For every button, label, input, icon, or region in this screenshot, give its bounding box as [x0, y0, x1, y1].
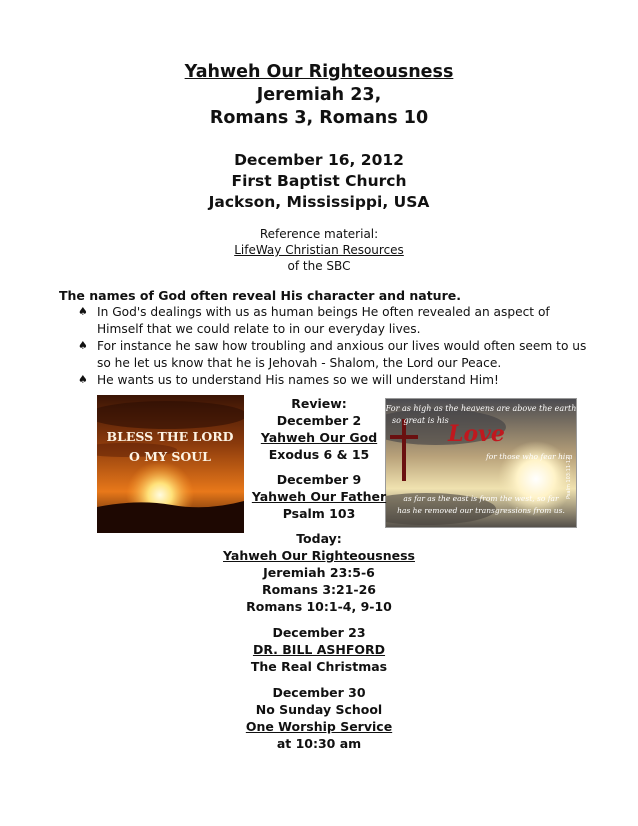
verse-top-1: For as high as the heavens are above the earth — [386, 404, 576, 413]
intro-bullet-list — [78, 304, 588, 390]
bullet-text: For instance he saw how troubling and anxious our lives would often seem to us — [97, 339, 587, 354]
review-reference: Psalm 103 — [282, 506, 356, 521]
review-date: December 9 — [276, 472, 362, 487]
bullet-icon: ♠ — [78, 373, 88, 387]
review-block — [0, 395, 638, 463]
upcoming-title: The Real Christmas — [250, 659, 388, 674]
title-line-2: Jeremiah 23, — [256, 85, 382, 105]
review-title[interactable]: Yahweh Our God — [260, 430, 378, 445]
review-block-2 — [0, 471, 638, 522]
meta-block — [0, 150, 638, 213]
verse-bottom-2: has he removed our transgressions from us. — [397, 506, 565, 515]
image-caption-1: BLESS THE LORD — [106, 429, 234, 444]
upcoming-note-1: No Sunday School — [255, 702, 383, 717]
today-label: Today: — [296, 531, 342, 546]
meta-location: Jackson, Mississippi, USA — [208, 193, 430, 211]
verse-bottom-1: as far as the east is from the west, so far — [403, 494, 559, 503]
upcoming-block-2 — [0, 684, 638, 752]
document-title — [0, 61, 638, 130]
intro-heading: The names of God often reveal His character and nature. — [59, 288, 461, 303]
list-item — [78, 304, 588, 337]
today-reference-2: Romans 3:21-26 — [261, 582, 377, 597]
upcoming-speaker[interactable]: DR. BILL ASHFORD — [252, 642, 386, 657]
upcoming-date: December 23 — [272, 625, 366, 640]
review-label: Review: — [291, 396, 347, 411]
meta-church: First Baptist Church — [231, 172, 407, 190]
reference-line-3: of the SBC — [287, 259, 351, 273]
bullet-icon: ♠ — [78, 339, 88, 353]
review-date: December 2 — [276, 413, 362, 428]
bullet-icon: ♠ — [78, 305, 88, 318]
today-reference-1: Jeremiah 23:5-6 — [263, 565, 375, 580]
bullet-text: Himself that we could relate to in our everyday lives. — [97, 321, 421, 336]
reference-line-1: Reference material: — [259, 227, 379, 241]
verse-reference: Psalm 103:11-12 — [566, 456, 572, 499]
reference-block — [0, 226, 638, 274]
title-line-1: Yahweh Our Righteousness — [184, 62, 454, 82]
upcoming-note-2[interactable]: One Worship Service — [245, 719, 393, 734]
love-word: Love — [448, 421, 505, 447]
title-line-3: Romans 3, Romans 10 — [209, 108, 429, 128]
upcoming-note-3: at 10:30 am — [276, 736, 362, 751]
review-title[interactable]: Yahweh Our Father — [251, 489, 387, 504]
meta-date: December 16, 2012 — [234, 151, 404, 169]
upcoming-block-1 — [0, 624, 638, 675]
list-item — [78, 372, 588, 389]
list-item — [78, 338, 588, 371]
upcoming-date: December 30 — [272, 685, 366, 700]
bullet-text: He wants us to understand His names so we will understand Him! — [97, 373, 499, 388]
verse-fear: for those who fear him — [486, 452, 573, 461]
review-reference: Exodus 6 & 15 — [268, 447, 370, 462]
bullet-text: In God's dealings with us as human beings He often revealed an aspect of — [97, 305, 550, 319]
verse-top-2: so great is his — [392, 416, 449, 425]
bullet-text: so he let us know that he is Jehovah - Shalom, the Lord our Peace. — [97, 355, 502, 370]
today-block — [0, 530, 638, 615]
image-caption-2: O MY SOUL — [129, 449, 211, 464]
reference-link[interactable]: LifeWay Christian Resources — [234, 243, 404, 257]
today-reference-3: Romans 10:1-4, 9-10 — [246, 599, 392, 614]
today-title[interactable]: Yahweh Our Righteousness — [223, 548, 415, 563]
